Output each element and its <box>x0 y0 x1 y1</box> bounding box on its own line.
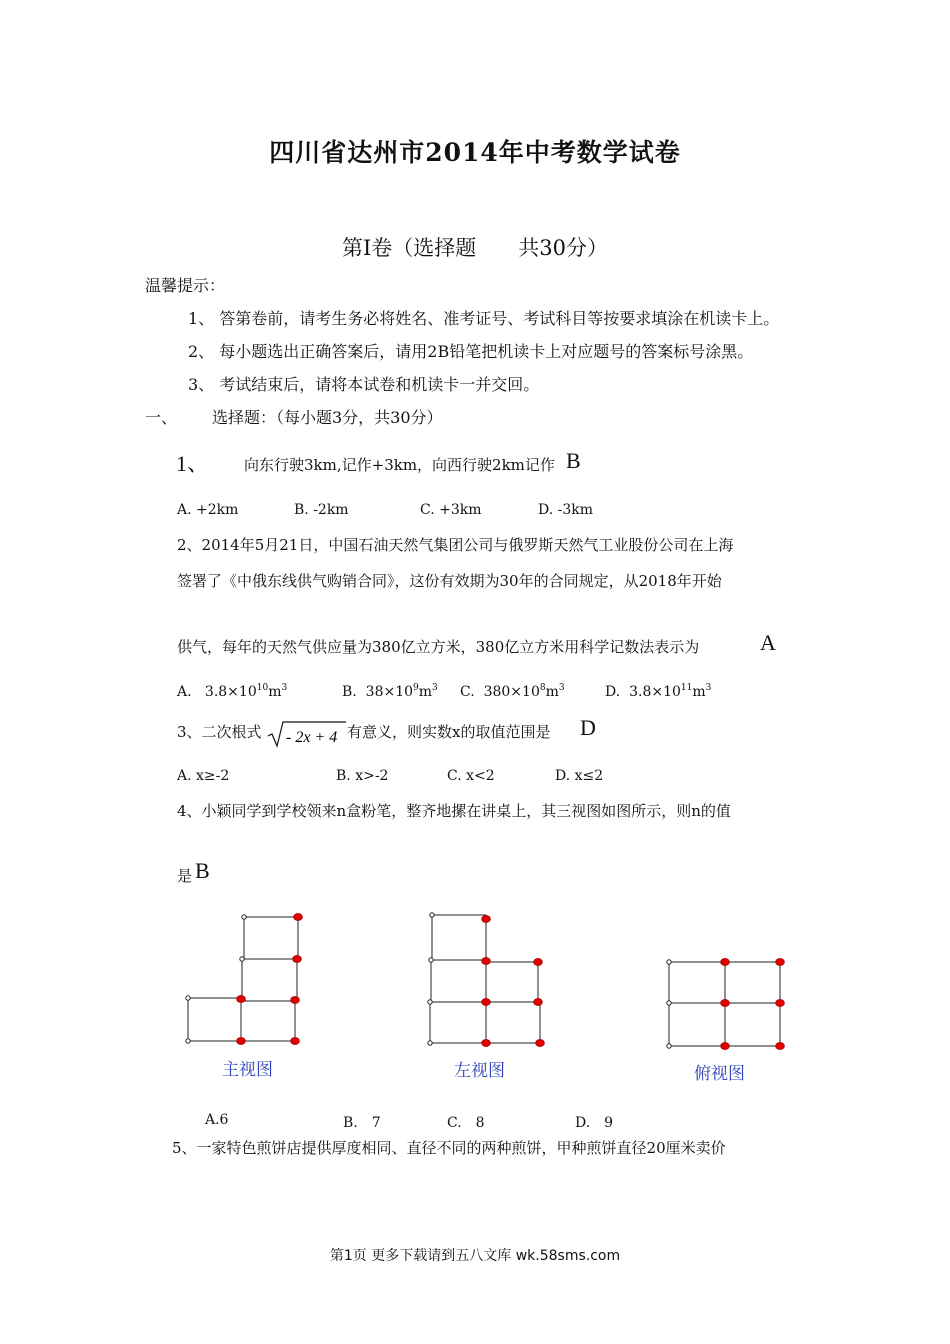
q2-option-c: C. $380\times 10^8m^3$ <box>460 683 565 700</box>
q2-line-3: 供气，每年的天然气供应量为380亿立方米，380亿立方米用科学记数法表示为 <box>177 638 700 656</box>
q2-answer: A <box>760 630 776 655</box>
q1-answer: B <box>566 448 581 473</box>
q3-prefix: 3、二次根式 <box>177 723 262 741</box>
q1-option-a: A. +2km <box>177 502 239 518</box>
q4-option-d: D. 9 <box>575 1115 614 1131</box>
q3-radicand: - 2x + 4 <box>286 729 338 746</box>
tip-item-3: 3、 考试结束后，请将本试卷和机读卡一并交回。 <box>188 375 540 394</box>
q2-line-1: 2、2014年5月21日，中国石油天然气集团公司与俄罗斯天然气工业股份公司在上海 <box>177 536 734 554</box>
tips-heading: 温馨提示： <box>145 276 226 295</box>
q1-option-b: B. -2km <box>294 502 349 518</box>
top-view-label: 俯视图 <box>694 1064 745 1084</box>
q4-option-c: C. 8 <box>447 1115 485 1131</box>
q3-option-a: A. x≥-2 <box>177 768 230 784</box>
q3-answer: D <box>580 715 596 740</box>
q2-option-d: D. $3.8\times 10^{11}m^3$ <box>605 683 712 700</box>
q3-option-c: C. x<2 <box>447 768 495 784</box>
q1-number: 1、 <box>176 451 210 476</box>
q3-suffix: 有意义，则实数x的取值范围是 <box>347 723 551 741</box>
q4-line-2: 是 <box>177 867 193 885</box>
front-view-label: 主视图 <box>222 1060 273 1080</box>
q3-radical <box>266 718 348 750</box>
q4-answer: B <box>195 858 210 883</box>
q1-option-c: C. +3km <box>420 502 482 518</box>
part-one-heading: 选择题：（每小题3分，共30分） <box>212 408 443 427</box>
q1-text: 向东行驶3km,记作+3km，向西行驶2km记作 <box>244 456 555 474</box>
q2-line-2: 签署了《中俄东线供气购销合同》，这份有效期为30年的合同规定，从2018年开始 <box>177 572 722 590</box>
tip-item-2: 2、 每小题选出正确答案后，请用2B铅笔把机读卡上对应题号的答案标号涂黑。 <box>188 342 754 361</box>
front-view-figure <box>180 905 310 1050</box>
q4-option-a: A.6 <box>205 1112 229 1128</box>
q5-line-1: 5、一家特色煎饼店提供厚度相同、直径不同的两种煎饼，甲种煎饼直径20厘米卖价 <box>172 1139 726 1157</box>
q3-option-b: B. x>-2 <box>336 768 389 784</box>
q2-option-a: A. $3.8\times 10^{10}m^3$ <box>177 683 288 700</box>
tip-item-1: 1、 答第卷前，请考生务必将姓名、准考证号、考试科目等按要求填涂在机读卡上。 <box>188 309 780 328</box>
part-one-number: 一、 <box>145 408 178 427</box>
q4-option-b: B. 7 <box>343 1115 381 1131</box>
section-title: 第Ⅰ卷（选择题 共30分） <box>341 236 609 260</box>
page-footer: 第1页 更多下载请到五八文库 wk.58sms.com <box>329 1248 621 1264</box>
q3-option-d: D. x≤2 <box>555 768 604 784</box>
top-view-figure <box>660 950 790 1055</box>
left-view-figure <box>420 905 555 1050</box>
q1-option-d: D. -3km <box>538 502 594 518</box>
q4-line-1: 4、小颖同学到学校领来n盒粉笔，整齐地摞在讲桌上，其三视图如图所示，则n的值 <box>177 802 731 820</box>
left-view-label: 左视图 <box>454 1061 505 1081</box>
exam-title: 四川省达州市2014年中考数学试卷 <box>269 138 681 167</box>
q2-option-b: B. $38\times 10^9m^3$ <box>342 683 438 700</box>
